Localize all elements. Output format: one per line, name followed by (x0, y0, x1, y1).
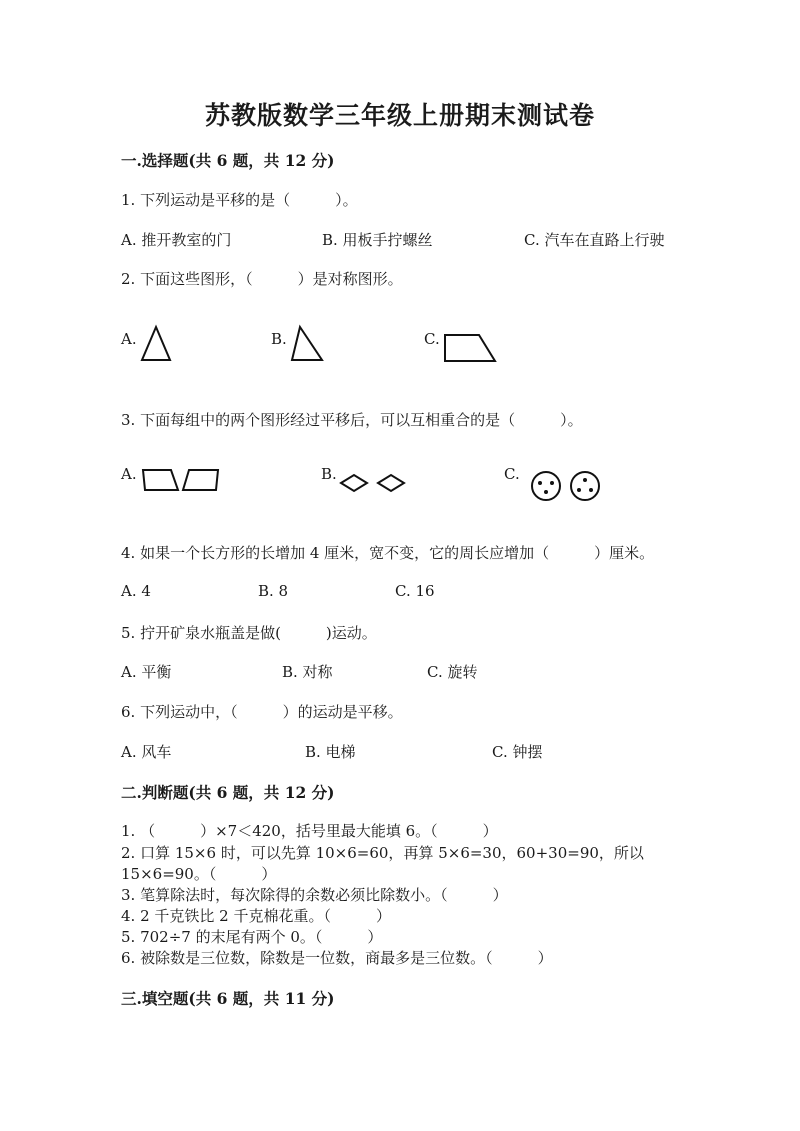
question-6-option-a: A. 风车 (121, 743, 172, 761)
section-heading-fill-in: 三.填空题(共 6 题，共 11 分) (121, 989, 335, 1008)
triangle-scalene-icon (291, 326, 325, 362)
section-heading-judgement: 二.判断题(共 6 题，共 12 分) (121, 783, 335, 802)
question-4: 4. 如果一个长方形的长增加 4 厘米，宽不变，它的周长应增加（ ）厘米。 (121, 544, 655, 562)
question-4-option-c: C. 16 (395, 582, 435, 600)
page-title: 苏教版数学三年级上册期末测试卷 (204, 101, 595, 130)
judgement-line-5: 5. 702÷7 的末尾有两个 0。（ ） (121, 928, 383, 946)
judgement-line-3: 3. 笔算除法时，每次除得的余数必须比除数小。（ ） (121, 886, 508, 904)
question-5: 5. 拧开矿泉水瓶盖是做( )运动。 (121, 624, 377, 642)
question-5-option-b: B. 对称 (282, 663, 333, 681)
parallelogram-pair-icon (141, 469, 223, 493)
circle-pair-icon (530, 472, 604, 502)
question-5-option-c: C. 旋转 (427, 663, 478, 681)
trapezoid-icon (444, 334, 498, 364)
judgement-line-6: 6. 被除数是三位数，除数是一位数，商最多是三位数。（ ） (121, 949, 553, 967)
question-6: 6. 下列运动中，（ ）的运动是平移。 (121, 703, 403, 721)
question-3-option-c: C. (504, 465, 520, 483)
question-1-option-a: A. 推开教室的门 (121, 231, 232, 249)
question-4-option-a: A. 4 (121, 582, 151, 600)
question-2-option-b: B. (271, 330, 287, 348)
question-3-option-a: A. (121, 465, 137, 483)
question-1-option-c: C. 汽车在直路上行驶 (524, 231, 665, 249)
judgement-line-1: 1. （ ）×7＜420，括号里最大能填 6。（ ） (121, 822, 498, 840)
question-1-option-b: B. 用板手拧螺丝 (322, 231, 433, 249)
question-3: 3. 下面每组中的两个图形经过平移后，可以互相重合的是（ ）。 (121, 411, 583, 429)
question-6-option-b: B. 电梯 (305, 743, 356, 761)
judgement-line-2: 2. 口算 15×6 时，可以先算 10×6=60，再算 5×6=30，60+30=90，所以 (121, 844, 644, 862)
triangle-isosceles-icon (141, 326, 173, 362)
question-2: 2. 下面这些图形，（ ）是对称图形。 (121, 270, 403, 288)
question-2-option-c: C. (424, 330, 440, 348)
rhombus-pair-icon (340, 474, 408, 494)
question-3-option-b: B. (321, 465, 337, 483)
question-4-option-b: B. 8 (258, 582, 289, 600)
section-heading-choice: 一.选择题(共 6 题，共 12 分) (121, 151, 335, 170)
judgement-line-4: 4. 2 千克铁比 2 千克棉花重。（ ） (121, 907, 391, 925)
question-1: 1. 下列运动是平移的是（ ）。 (121, 191, 358, 209)
question-6-option-c: C. 钟摆 (492, 743, 543, 761)
question-2-option-a: A. (121, 330, 137, 348)
question-5-option-a: A. 平衡 (121, 663, 172, 681)
judgement-line-2-cont: 15×6=90。（ ） (121, 865, 277, 883)
